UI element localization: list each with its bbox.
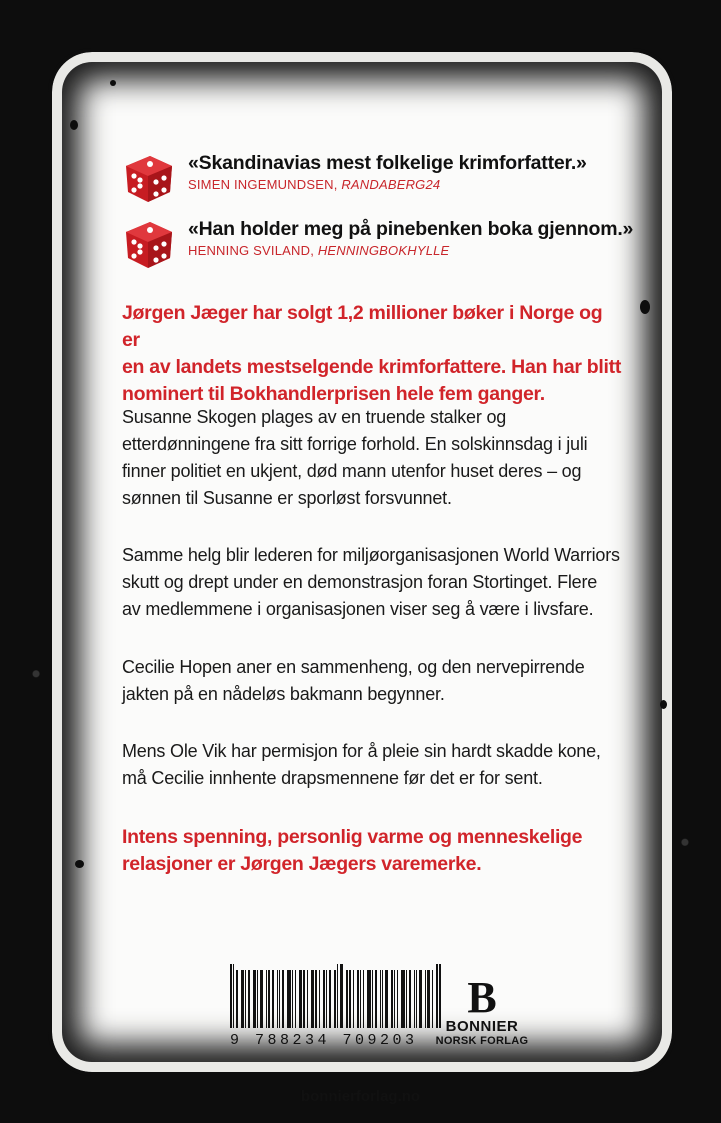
barcode-bar — [425, 970, 426, 1028]
publisher-mark: B — [467, 973, 497, 1022]
barcode-bar — [367, 970, 370, 1028]
barcode-bar — [360, 970, 361, 1028]
barcode-bar — [241, 970, 244, 1028]
ink-speck — [75, 860, 84, 868]
barcode-bar — [323, 970, 325, 1028]
barcode-bar — [230, 964, 232, 1028]
barcode-bar — [357, 970, 359, 1028]
review-quote — [120, 152, 587, 206]
barcode-bar — [326, 970, 327, 1028]
barcode-bar — [419, 970, 421, 1028]
barcode-bar — [337, 964, 338, 1028]
barcode-bar — [349, 970, 350, 1028]
barcode-bar — [299, 970, 301, 1028]
publisher-url: bonnierforlag.no — [300, 1088, 421, 1105]
text-line: en av landets mestselgende krimforfattere. Han har blitt — [122, 356, 622, 378]
barcode-bar — [295, 970, 296, 1028]
quote-source: SIMEN INGEMUNDSEN, RANDABERG24 — [188, 177, 441, 192]
text-line: Cecilie Hopen aner en sammenheng, og den nervepirrende — [122, 657, 585, 677]
quote-text: «Skandinavias mest folkelige krimforfatter.» — [188, 152, 587, 174]
barcode-bar — [272, 970, 274, 1028]
barcode-bar — [292, 970, 293, 1028]
barcode-bar — [394, 970, 395, 1028]
barcode-bar — [268, 970, 269, 1028]
barcode-bar — [311, 970, 314, 1028]
barcode-bar — [375, 970, 377, 1028]
barcode-bar — [319, 970, 320, 1028]
blurb-paragraph — [122, 738, 622, 792]
quote-source: HENNING SVILAND, HENNINGBOKHYLLE — [188, 243, 450, 258]
barcode-bar — [245, 970, 246, 1028]
barcode-bar — [260, 970, 263, 1028]
barcode-bar — [236, 970, 237, 1028]
review-quote — [120, 218, 633, 272]
barcode-bar — [397, 970, 398, 1028]
tagline — [122, 824, 622, 878]
barcode-bar — [401, 970, 404, 1028]
author-intro — [122, 300, 622, 408]
barcode-bar — [253, 970, 255, 1028]
text-line: sønnen til Susanne er sporløst forsvunnet. — [122, 488, 452, 508]
barcode-bar — [382, 970, 383, 1028]
red-dice-icon — [120, 216, 176, 272]
barcode-bar — [353, 970, 354, 1028]
isbn-number: 9 788234 709203 — [230, 1032, 418, 1049]
barcode-bar — [307, 970, 308, 1028]
text-line: må Cecilie innhente drapsmennene før det er for sent. — [122, 768, 543, 788]
text-line: Jørgen Jæger har solgt 1,2 millioner bøker i Norge og er — [122, 302, 603, 351]
text-line: jakten på en nådeløs bakmann begynner. — [122, 684, 445, 704]
barcode-bar — [266, 970, 267, 1028]
blurb-paragraph — [122, 542, 622, 623]
red-dice-icon — [120, 150, 176, 206]
barcode-bar — [414, 970, 415, 1028]
ink-speck — [70, 120, 78, 130]
barcode-bar — [315, 970, 316, 1028]
text-line: Intens spenning, personlig varme og menneskelige — [122, 826, 583, 848]
barcode-bar — [380, 970, 381, 1028]
text-line: etterdønningene fra sitt forrige forhold. En solskinnsdag i juli — [122, 434, 588, 454]
barcode-bar — [372, 970, 373, 1028]
blurb-paragraph — [122, 404, 622, 512]
barcode-bar — [279, 970, 280, 1028]
barcode-bar — [406, 970, 407, 1028]
barcode-bars — [230, 970, 443, 1028]
barcode-bar — [303, 970, 305, 1028]
text-line: nominert til Bokhandlerprisen hele fem ganger. — [122, 383, 545, 405]
blurb-paragraph — [122, 654, 622, 708]
text-line: skutt og drept under en demonstrasjon foran Stortinget. Flere — [122, 572, 598, 592]
barcode-bar — [363, 970, 364, 1028]
barcode-bar — [257, 970, 258, 1028]
barcode-bar — [233, 964, 234, 1028]
barcode-bar — [427, 970, 430, 1028]
text-line: av medlemmene i organisasjonen viser seg å være i livsfare. — [122, 599, 594, 619]
text-line: Mens Ole Vik har permisjon for å pleie sin hardt skadde kone, — [122, 741, 601, 761]
barcode-bar — [334, 970, 335, 1028]
barcode-bar — [391, 970, 393, 1028]
barcode-bar — [287, 970, 290, 1028]
barcode-bar — [248, 970, 250, 1028]
barcode-bar — [346, 970, 348, 1028]
ink-speck — [640, 300, 650, 314]
barcode-bar — [385, 970, 387, 1028]
barcode-bar — [277, 970, 278, 1028]
publisher-subtitle: NORSK FORLAG — [435, 1035, 529, 1047]
publisher-logo — [432, 973, 532, 1047]
barcode — [230, 970, 443, 1049]
barcode-bar — [409, 970, 411, 1028]
ink-speck — [110, 80, 116, 86]
barcode-bar — [329, 970, 331, 1028]
text-line: relasjoner er Jørgen Jægers varemerke. — [122, 853, 482, 875]
text-line: finner politiet en ukjent, død mann utenfor huset deres – og — [122, 461, 582, 481]
text-line: Samme helg blir lederen for miljøorganisasjonen World Warriors — [122, 545, 620, 565]
barcode-bar — [282, 970, 284, 1028]
barcode-bar — [340, 964, 343, 1028]
text-line: Susanne Skogen plages av en truende stalker og — [122, 407, 507, 427]
barcode-bar — [416, 970, 417, 1028]
publisher-name: BONNIER — [445, 1018, 519, 1035]
quote-text: «Han holder meg på pinebenken boka gjennom.» — [188, 218, 634, 240]
ink-speck — [660, 700, 667, 709]
